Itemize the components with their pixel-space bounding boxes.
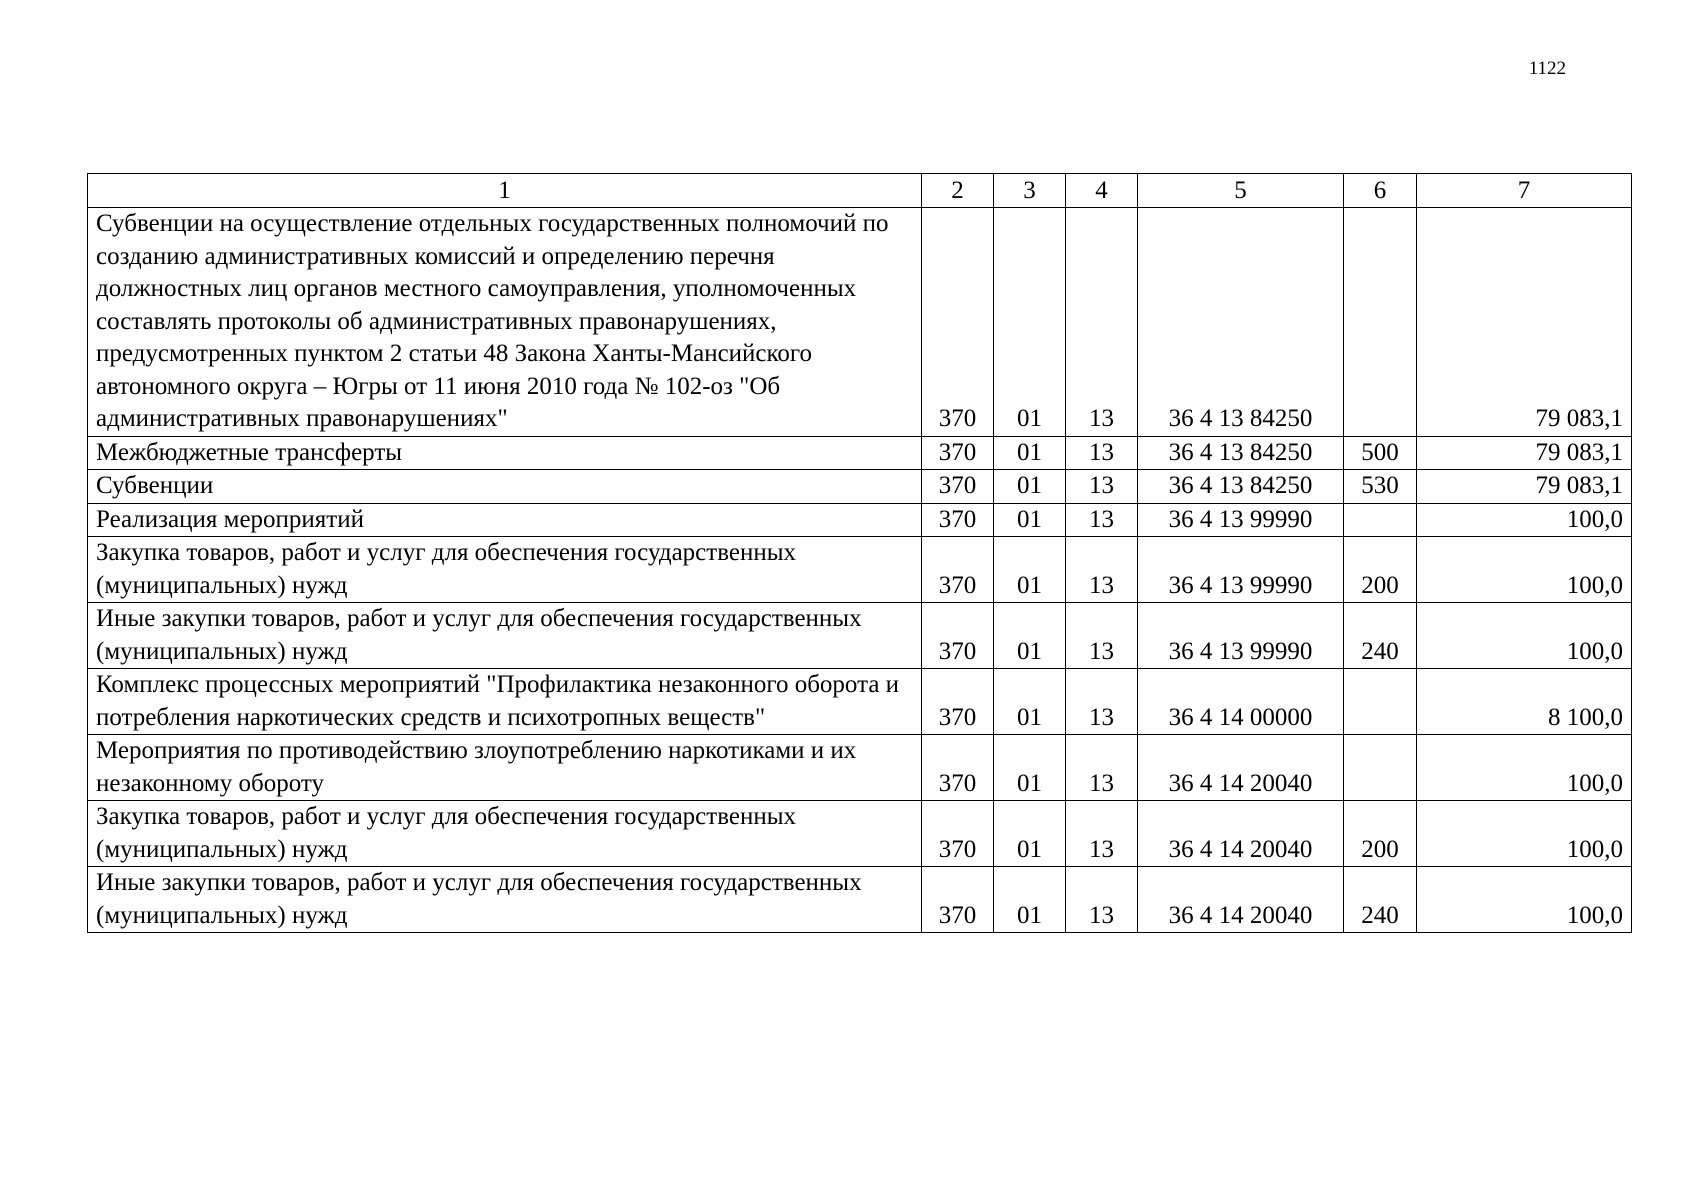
row-c5: 36 4 13 99990 <box>1138 503 1344 537</box>
row-c4: 13 <box>1066 603 1138 669</box>
row-c3: 01 <box>994 470 1066 504</box>
row-c3: 01 <box>994 735 1066 801</box>
header-cell: 3 <box>994 174 1066 208</box>
row-c4: 13 <box>1066 470 1138 504</box>
row-name: Субвенции <box>88 470 922 504</box>
header-cell: 1 <box>88 174 922 208</box>
row-c7: 100,0 <box>1417 867 1632 933</box>
row-c5: 36 4 13 84250 <box>1138 436 1344 470</box>
row-name: Закупка товаров, работ и услуг для обеспечения государственных (муниципальных) нужд <box>88 801 922 867</box>
row-c6: 240 <box>1344 603 1417 669</box>
row-c3: 01 <box>994 867 1066 933</box>
header-cell: 5 <box>1138 174 1344 208</box>
row-c2: 370 <box>922 208 994 437</box>
row-c5: 36 4 13 84250 <box>1138 470 1344 504</box>
row-c2: 370 <box>922 537 994 603</box>
row-c3: 01 <box>994 603 1066 669</box>
table-row <box>88 867 1632 933</box>
row-name: Закупка товаров, работ и услуг для обеспечения государственных (муниципальных) нужд <box>88 537 922 603</box>
row-c7: 79 083,1 <box>1417 470 1632 504</box>
row-c2: 370 <box>922 867 994 933</box>
row-c7: 100,0 <box>1417 537 1632 603</box>
row-c5: 36 4 14 20040 <box>1138 735 1344 801</box>
row-c5: 36 4 14 00000 <box>1138 669 1344 735</box>
row-c7: 79 083,1 <box>1417 208 1632 437</box>
row-c7: 100,0 <box>1417 801 1632 867</box>
row-c3: 01 <box>994 801 1066 867</box>
table-row <box>88 669 1632 735</box>
row-c3: 01 <box>994 208 1066 437</box>
row-c4: 13 <box>1066 669 1138 735</box>
table-row <box>88 735 1632 801</box>
row-c2: 370 <box>922 470 994 504</box>
table-row <box>88 537 1632 603</box>
header-cell: 2 <box>922 174 994 208</box>
row-c7: 79 083,1 <box>1417 436 1632 470</box>
row-c2: 370 <box>922 436 994 470</box>
table-row <box>88 603 1632 669</box>
table-header-row <box>88 174 1632 208</box>
row-c7: 8 100,0 <box>1417 669 1632 735</box>
row-c3: 01 <box>994 503 1066 537</box>
row-c2: 370 <box>922 801 994 867</box>
row-name: Мероприятия по противодействию злоупотреблению наркотиками и их незаконному обороту <box>88 735 922 801</box>
row-c6 <box>1344 735 1417 801</box>
row-c4: 13 <box>1066 735 1138 801</box>
row-c2: 370 <box>922 603 994 669</box>
header-cell: 4 <box>1066 174 1138 208</box>
row-name: Реализация мероприятий <box>88 503 922 537</box>
row-name: Комплекс процессных мероприятий "Профилактика незаконного оборота и потребления наркотических средств и психотропных веществ" <box>88 669 922 735</box>
row-c5: 36 4 13 84250 <box>1138 208 1344 437</box>
row-c6: 240 <box>1344 867 1417 933</box>
table-row <box>88 470 1632 504</box>
row-c7: 100,0 <box>1417 735 1632 801</box>
row-c2: 370 <box>922 669 994 735</box>
row-c4: 13 <box>1066 537 1138 603</box>
row-name: Иные закупки товаров, работ и услуг для обеспечения государственных (муниципальных) нужд <box>88 867 922 933</box>
row-c6: 200 <box>1344 801 1417 867</box>
row-c6 <box>1344 503 1417 537</box>
row-name: Иные закупки товаров, работ и услуг для обеспечения государственных (муниципальных) нужд <box>88 603 922 669</box>
row-name: Межбюджетные трансферты <box>88 436 922 470</box>
row-c7: 100,0 <box>1417 603 1632 669</box>
row-c6: 200 <box>1344 537 1417 603</box>
row-c2: 370 <box>922 503 994 537</box>
header-cell: 6 <box>1344 174 1417 208</box>
header-cell: 7 <box>1417 174 1632 208</box>
row-c5: 36 4 13 99990 <box>1138 603 1344 669</box>
row-c6 <box>1344 669 1417 735</box>
table-row <box>88 503 1632 537</box>
row-c4: 13 <box>1066 801 1138 867</box>
row-c4: 13 <box>1066 436 1138 470</box>
row-c5: 36 4 13 99990 <box>1138 537 1344 603</box>
row-c5: 36 4 14 20040 <box>1138 801 1344 867</box>
row-name: Субвенции на осуществление отдельных государственных полномочий по созданию административных комиссий и определению перечня должностных лиц органов местного самоуправления, уполномоченных составлять протоколы об административных правонарушениях, предусмотренных пунктом 2 статьи 48 Закона Ханты-Мансийского автономного округа – Югры от 11 июня 2010 года № 102-оз "Об административных правонарушениях" <box>88 208 922 437</box>
budget-table <box>87 173 1632 933</box>
row-c3: 01 <box>994 436 1066 470</box>
row-c6: 500 <box>1344 436 1417 470</box>
row-c3: 01 <box>994 537 1066 603</box>
table-row <box>88 208 1632 437</box>
page-number: 1122 <box>1528 58 1566 79</box>
row-c4: 13 <box>1066 503 1138 537</box>
row-c2: 370 <box>922 735 994 801</box>
row-c4: 13 <box>1066 208 1138 437</box>
row-c3: 01 <box>994 669 1066 735</box>
row-c5: 36 4 14 20040 <box>1138 867 1344 933</box>
table-row <box>88 436 1632 470</box>
row-c6 <box>1344 208 1417 437</box>
row-c6: 530 <box>1344 470 1417 504</box>
table-row <box>88 801 1632 867</box>
row-c7: 100,0 <box>1417 503 1632 537</box>
row-c4: 13 <box>1066 867 1138 933</box>
